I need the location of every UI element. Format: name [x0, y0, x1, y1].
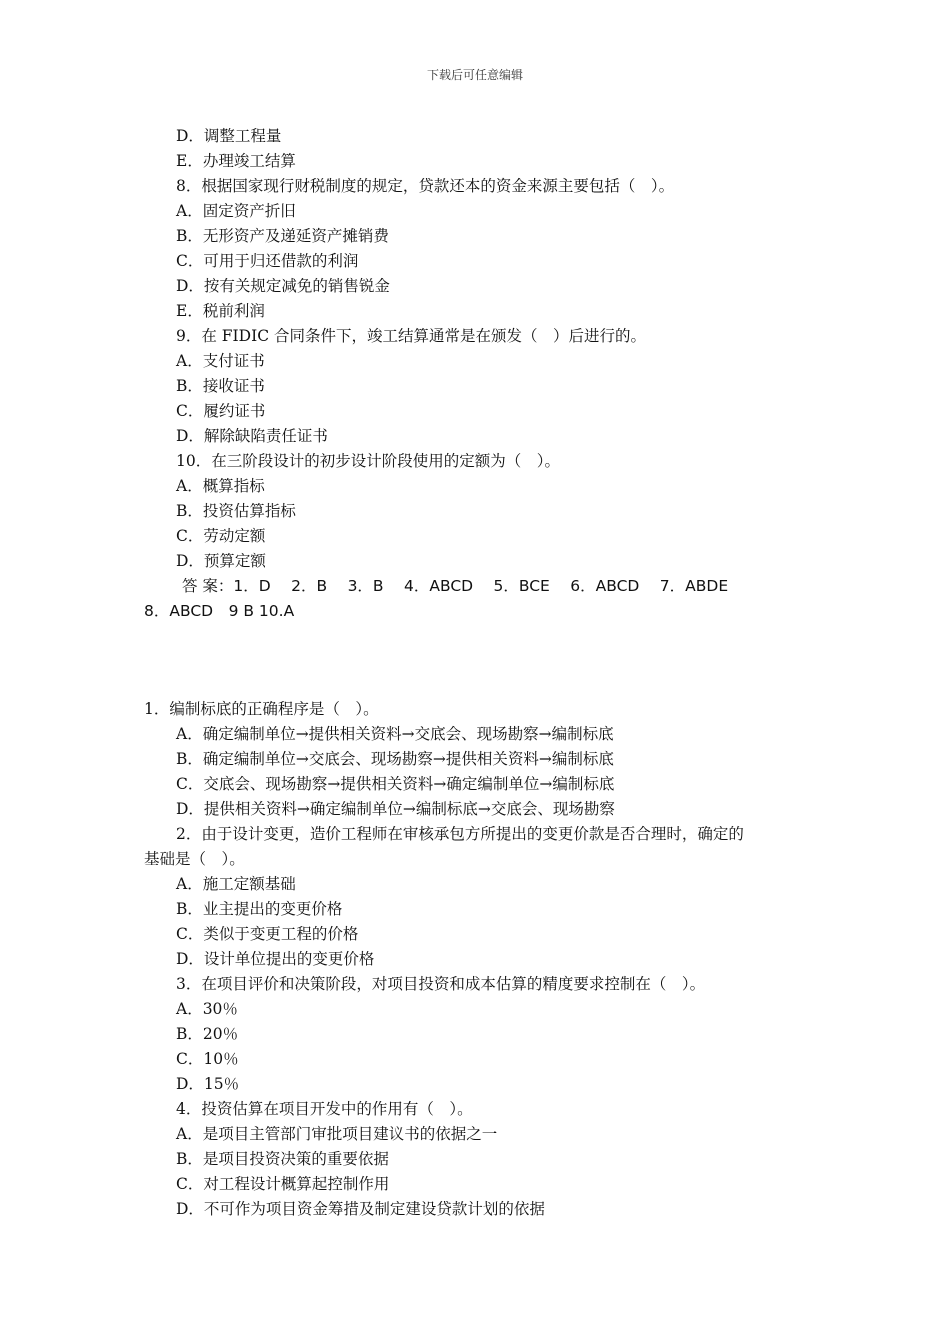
option-line: D．不可作为项目资金筹措及制定建设贷款计划的依据	[176, 1200, 545, 1218]
option-line: D．按有关规定减免的销售锐金	[176, 277, 390, 295]
answer-line: 答 案：1．D 2．B 3．B 4．ABCD 5．BCE 6．ABCD 7．ABDE	[182, 577, 729, 595]
question-3: 3．在项目评价和决策阶段，对项目投资和成本估算的精度要求控制在（ ）。	[176, 975, 706, 993]
option-line: A．确定编制单位→提供相关资料→交底会、现场勘察→编制标底	[176, 725, 614, 743]
option-line: B．接收证书	[176, 377, 265, 395]
question-2: 2．由于设计变更，造价工程师在审核承包方所提出的变更价款是否合理时，确定的	[176, 825, 744, 843]
question-line: 9．在 FIDIC 合同条件下，竣工结算通常是在颁发（ ）后进行的。	[176, 327, 647, 345]
option-line: A．是项目主管部门审批项目建议书的依据之一	[176, 1125, 498, 1143]
option-line: A．支付证书	[176, 352, 265, 370]
option-line: A．固定资产折旧	[176, 202, 296, 220]
option-line: D．提供相关资料→确定编制单位→编制标底→交底会、现场勘察	[176, 800, 615, 818]
option-line: C．履约证书	[176, 402, 266, 420]
question-2-continued: 基础是（ ）。	[144, 850, 245, 868]
option-line: C．对工程设计概算起控制作用	[176, 1175, 390, 1193]
question-line: 8．根据国家现行财税制度的规定，贷款还本的资金来源主要包括（ ）。	[176, 177, 675, 195]
option-line: B．确定编制单位→交底会、现场勘察→提供相关资料→编制标底	[176, 750, 614, 768]
page-header: 下载后可任意编辑	[426, 68, 523, 82]
question-4: 4．投资估算在项目开发中的作用有（ ）。	[176, 1100, 473, 1118]
option-line: C．类似于变更工程的价格	[176, 925, 359, 943]
option-line: B．无形资产及递延资产摊销费	[176, 227, 389, 245]
option-line: A．30％	[176, 1000, 238, 1018]
option-line: C．可用于归还借款的利润	[176, 252, 359, 270]
option-line: B．20％	[176, 1025, 239, 1043]
question-line: 10．在三阶段设计的初步设计阶段使用的定额为（ ）。	[176, 452, 560, 470]
option-line: D．调整工程量	[176, 127, 282, 145]
option-line: D．预算定额	[176, 552, 266, 570]
option-line: D．解除缺陷责任证书	[176, 427, 328, 445]
option-line: B．投资估算指标	[176, 502, 296, 520]
option-line: C．10％	[176, 1050, 239, 1068]
option-line: A．概算指标	[176, 477, 265, 495]
option-line: E．税前利润	[176, 302, 265, 320]
answer-line-continued: 8．ABCD 9 B 10.A	[144, 602, 295, 620]
option-line: D．15％	[176, 1075, 240, 1093]
option-line: B．业主提出的变更价格	[176, 900, 343, 918]
option-line: C．劳动定额	[176, 527, 266, 545]
option-line: A．施工定额基础	[176, 875, 296, 893]
question-1: 1．编制标底的正确程序是（ ）。	[144, 700, 379, 718]
option-line: C．交底会、现场勘察→提供相关资料→确定编制单位→编制标底	[176, 775, 615, 793]
option-line: D．设计单位提出的变更价格	[176, 950, 375, 968]
option-line: B．是项目投资决策的重要依据	[176, 1150, 389, 1168]
option-line: E．办理竣工结算	[176, 152, 296, 170]
